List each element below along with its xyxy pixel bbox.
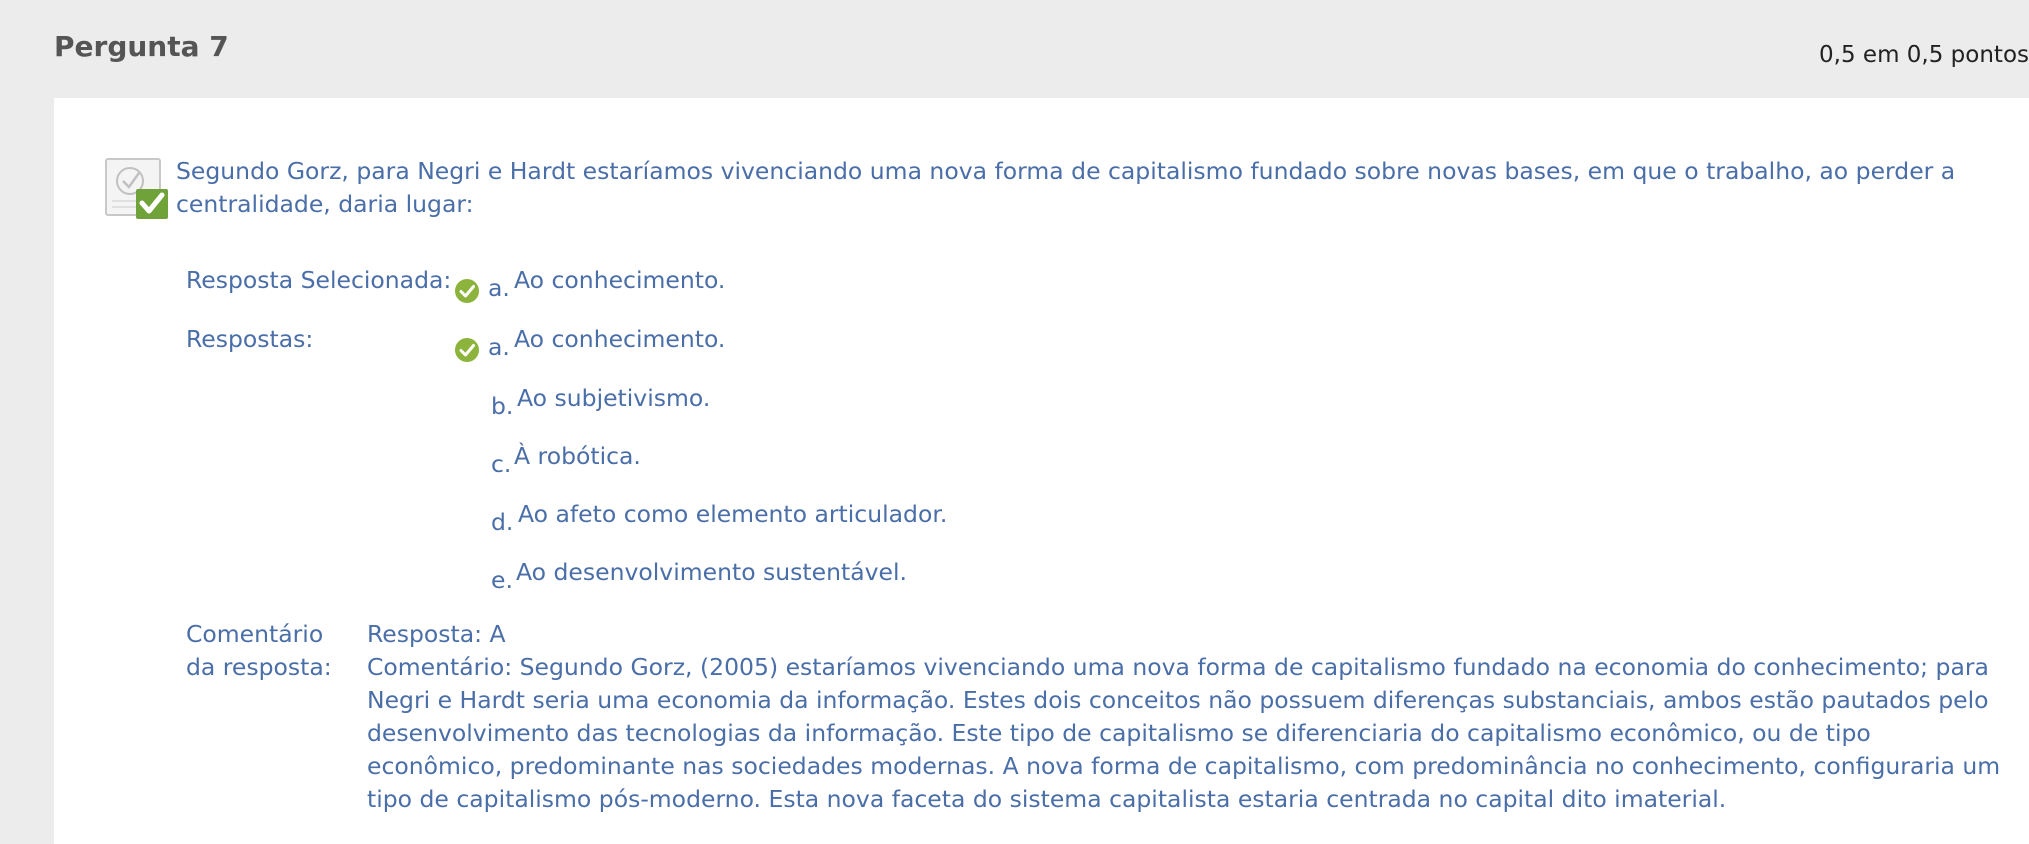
- check-circle-icon: [454, 337, 480, 363]
- feedback-label-line1: Comentário: [186, 620, 324, 648]
- answer-option-e: Ao desenvolvimento sustentável.: [516, 558, 907, 586]
- feedback-body: [367, 618, 2007, 816]
- answers-label: Respostas:: [186, 325, 314, 353]
- selected-answer-text: Ao conhecimento.: [514, 266, 726, 294]
- answer-letter-d: d.: [491, 508, 514, 536]
- answer-letter-e: e.: [491, 566, 513, 594]
- question-title: Pergunta 7: [54, 30, 229, 63]
- answer-option-d: Ao afeto como elemento articulador.: [518, 500, 948, 528]
- answer-letter-c: c.: [491, 450, 512, 478]
- question-text: Segundo Gorz, para Negri e Hardt estaríamos vivenciando uma nova forma de capitalismo fundado sobre novas bases, em que o trabalho, ao perder a centralidade, daria lugar:: [176, 157, 1956, 218]
- question-header: [0, 0, 2029, 98]
- question-panel: [54, 98, 2029, 844]
- feedback-label: [186, 618, 332, 684]
- answer-option-a: Ao conhecimento.: [514, 325, 726, 353]
- feedback-answer: Resposta: A: [367, 620, 506, 648]
- feedback-comment: Comentário: Segundo Gorz, (2005) estaríamos vivenciando uma nova forma de capitalismo fundado na economia do conhecimento; para Negri e Hardt seria uma economia da informação. Estes dois conceitos não possuem diferenças substanciais, ambos estão pautados pelo desenvolvimento das tecnologias da informação. Este tipo de capitalismo se diferenciaria do capitalismo econômico, ou de tipo econômico, predominante nas sociedades modernas. A nova forma de capitalismo, com predominância no conhecimento, configuraria um tipo de capitalismo pós-moderno. Esta nova faceta do sistema capitalista estaria centrada no capital dito imaterial.: [367, 653, 2001, 813]
- answer-letter-b: b.: [491, 392, 514, 420]
- feedback-label-line2: da resposta:: [186, 653, 332, 681]
- selected-answer-label: Resposta Selecionada:: [186, 266, 452, 294]
- check-circle-icon: [454, 278, 480, 304]
- question-score: 0,5 em 0,5 pontos: [1819, 42, 2029, 68]
- correct-question-icon: [104, 155, 170, 221]
- answer-letter-a: a.: [488, 333, 510, 361]
- selected-answer-letter: a.: [488, 274, 510, 302]
- answer-option-c: À robótica.: [514, 442, 641, 470]
- answer-option-b: Ao subjetivismo.: [517, 384, 711, 412]
